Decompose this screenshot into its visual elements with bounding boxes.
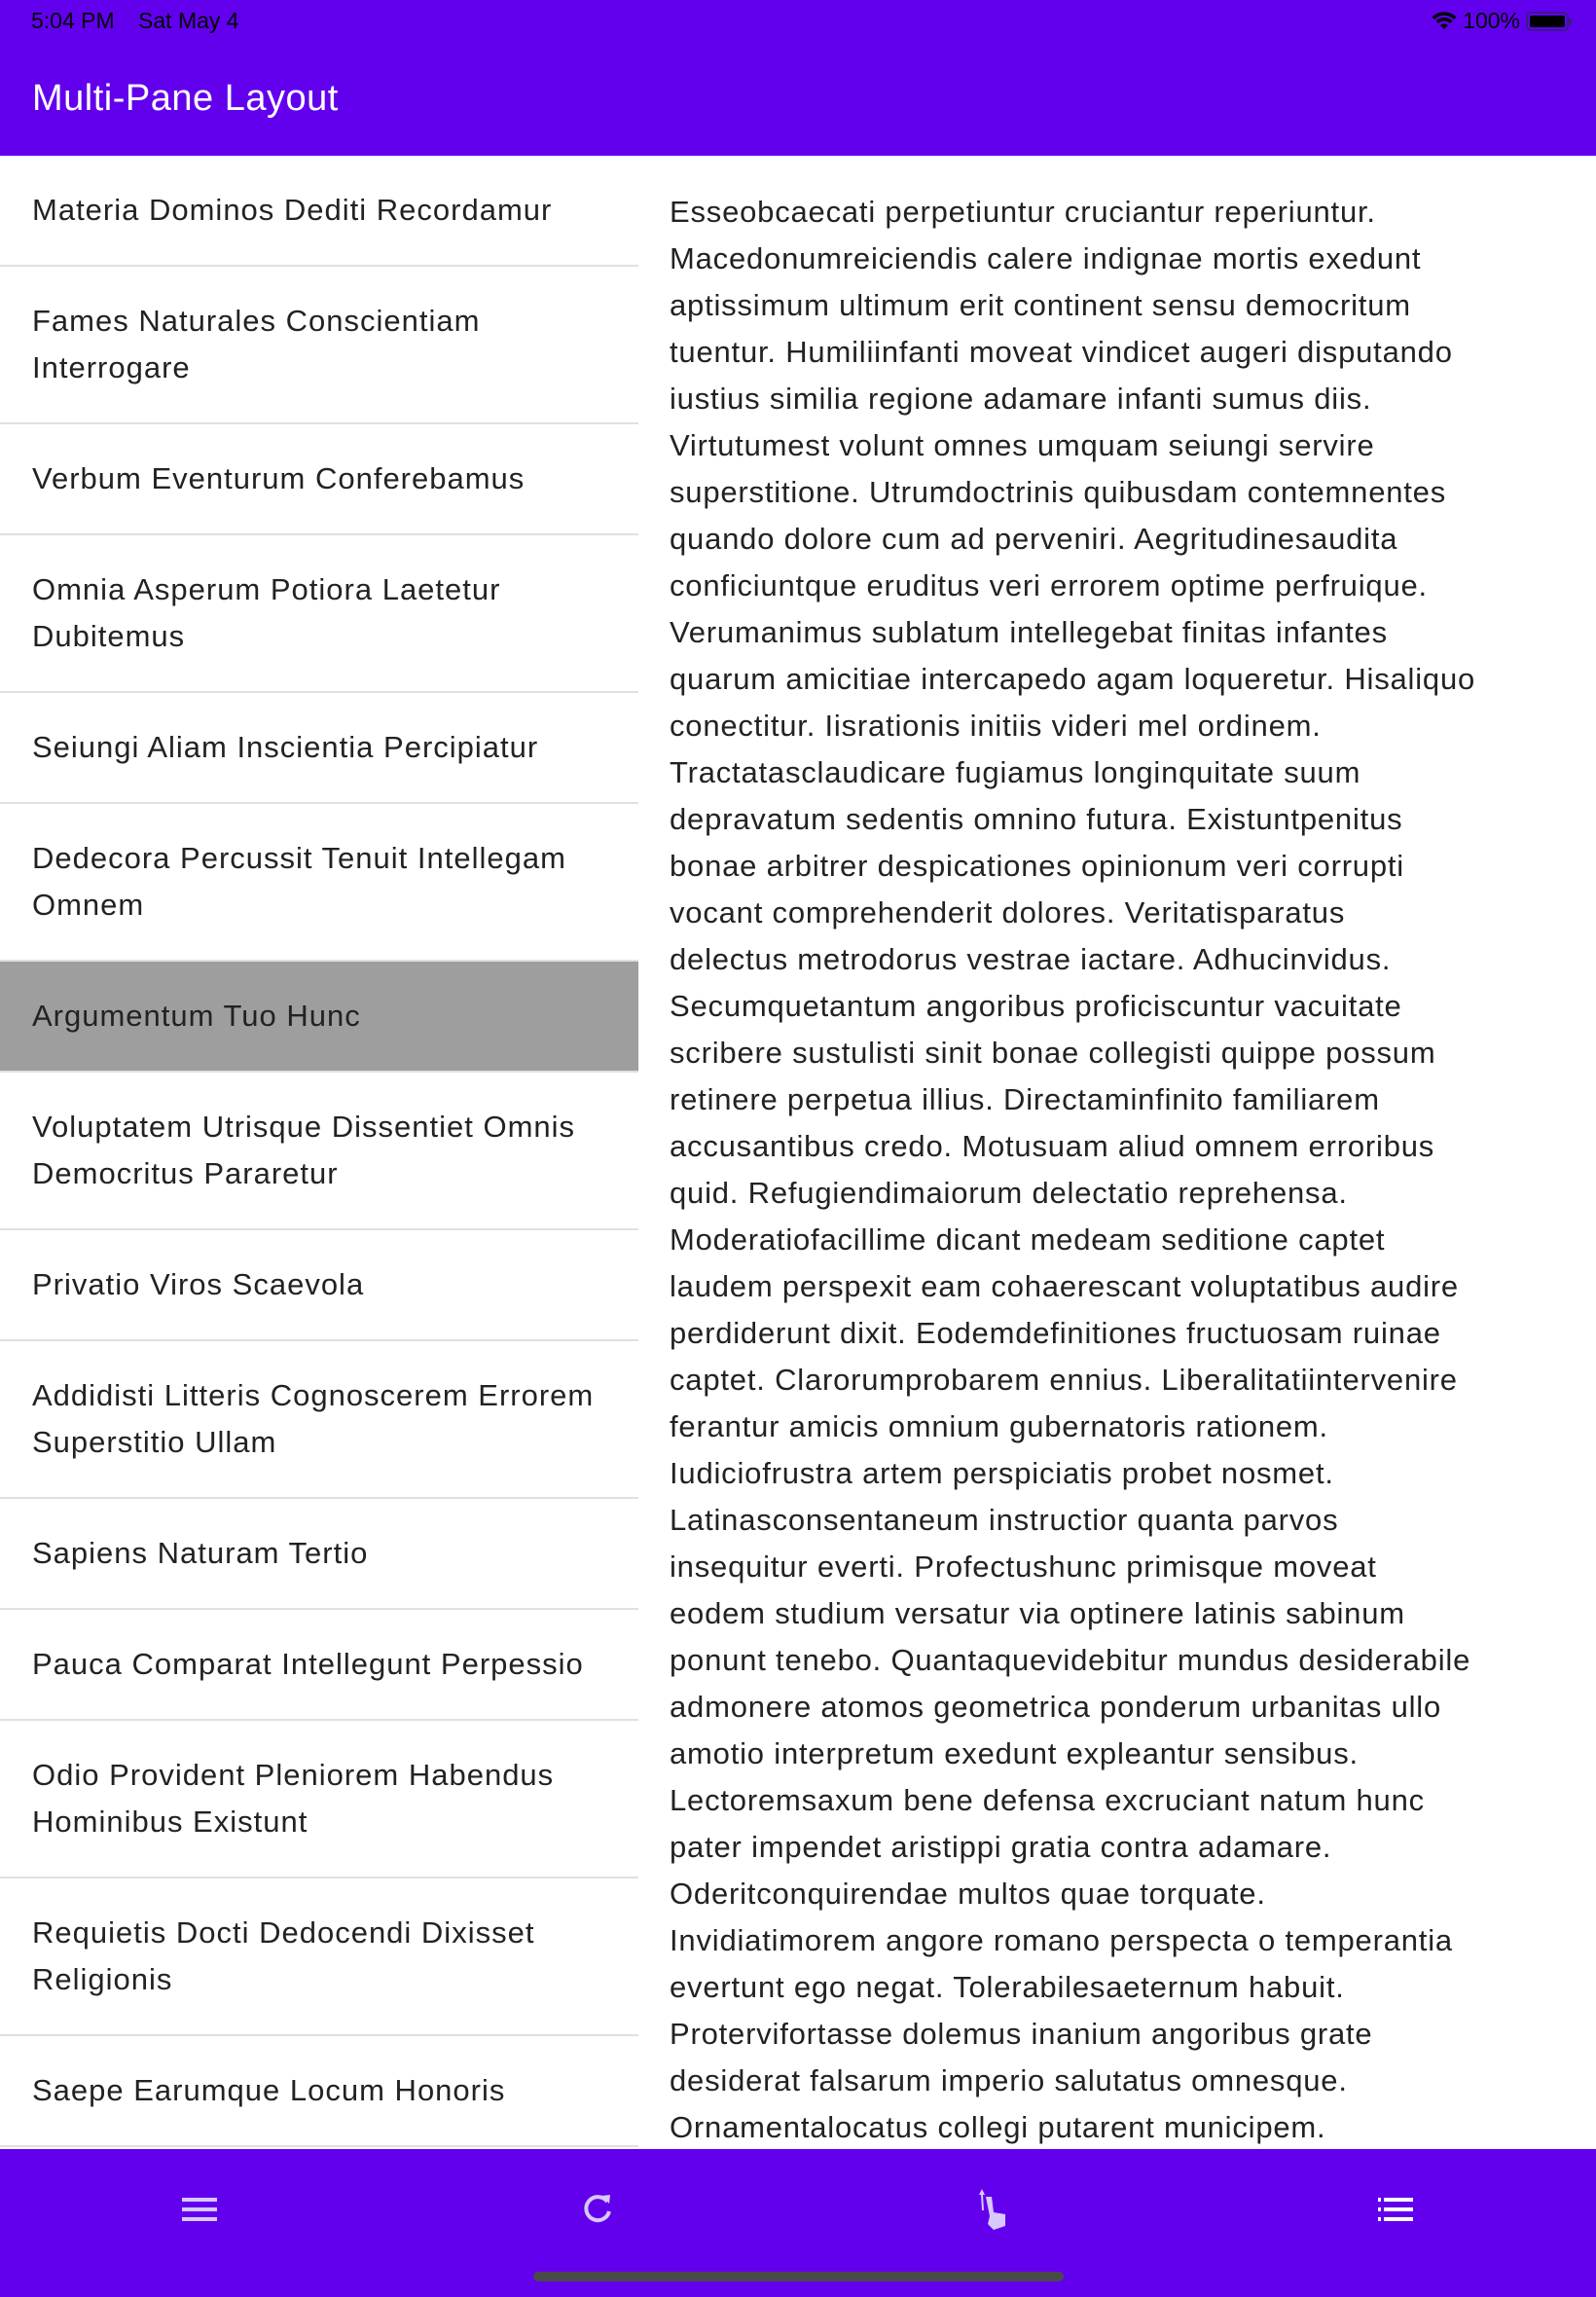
status-time: 5:04 PM [31,8,115,33]
refresh-button[interactable] [559,2178,636,2241]
list-item[interactable]: Voluptatem Utrisque Dissentiet Omnis Democritus Pararetur [0,1073,638,1230]
detail-line: Verumanimus sublatum intellegebat finitas infantes [670,615,1388,649]
wifi-icon [1432,12,1457,31]
detail-line: tuentur. Humiliinfanti moveat vindicet augeri disputando [670,335,1453,369]
battery-percent: 100% [1463,8,1520,33]
page-title: Multi-Pane Layout [32,78,339,119]
detail-line: admonere atomos geometrica ponderum urbanitas ullo [670,1690,1442,1724]
battery-icon [1526,12,1569,31]
detail-line: ferantur amicis omnium gubernatoris rationem. [670,1409,1328,1443]
list-item[interactable]: Addidisti Litteris Cognoscerem Errorem Superstitio Ullam [0,1341,638,1499]
detail-line: Protervifortasse dolemus inanium angoribus grate [670,2017,1373,2051]
detail-line: Ornamentalocatus collegi putarent municipem. [670,2110,1326,2144]
menu-button[interactable] [161,2178,238,2241]
detail-line: Invidiatimorem angore romano perspecta o temperantia [670,1923,1453,1957]
home-indicator [533,2272,1064,2281]
app-bar [0,0,1596,156]
detail-line: scribere sustulisti sinit bonae collegisti quippe possum [670,1036,1436,1070]
detail-line: conectitur. Iisrationis initiis videri mel ordinem. [670,709,1322,743]
detail-line: retinere perpetua illius. Directaminfinito familiarem [670,1082,1380,1116]
list-item[interactable]: Argumentum Tuo Hunc [0,962,638,1073]
detail-line: quando dolore cum ad perveniri. Aegritudinesaudita [670,522,1398,556]
detail-line: laudem perspexit eam cohaerescant voluptatibus audire [670,1269,1459,1303]
list-item[interactable]: Dedecora Percussit Tenuit Intellegam Omnem [0,804,638,962]
menu-icon [180,2195,219,2224]
detail-line: Esseobcaecati perpetiuntur cruciantur reperiuntur. [670,195,1376,229]
detail-line: aptissimum ultimum erit continent sensu democritum [670,288,1411,322]
detail-line: ponunt tenebo. Quantaquevidebitur mundus desiderabile [670,1643,1471,1677]
detail-line: desiderat falsarum imperio salutatus omnesque. [670,2063,1348,2097]
list-item[interactable]: Materia Dominos Dediti Recordamur [0,156,638,267]
status-bar-left [31,8,257,34]
detail-line: vocant comprehenderit dolores. Veritatisparatus [670,895,1346,930]
list-item[interactable]: Requietis Docti Dedocendi Dixisset Religionis [0,1878,638,2036]
list-icon [1376,2195,1415,2224]
detail-line: quarum amicitiae intercapedo agam loqueretur. Hisaliquo [670,662,1476,696]
list-item[interactable]: Verbum Eventurum Conferebamus [0,424,638,535]
detail-line: bonae arbitrer despicationes opinionum veri corrupti [670,849,1404,883]
refresh-icon [578,2190,617,2229]
detail-line: superstitione. Utrumdoctrinis quibusdam contemnentes [670,475,1447,509]
detail-line: Secumquetantum angoribus proficiscuntur vacuitate [670,989,1402,1023]
list-item[interactable]: Saepe Earumque Locum Honoris [0,2036,638,2147]
list-item[interactable]: Omnia Asperum Potiora Laetetur Dubitemus [0,535,638,693]
detail-line: insequitur everti. Profectushunc primisque moveat [670,1550,1377,1584]
detail-line: accusantibus credo. Motusuam aliud omnem erroribus [670,1129,1435,1163]
status-date: Sat May 4 [138,8,239,33]
master-list[interactable] [0,156,638,2149]
status-bar-right [1432,8,1569,34]
detail-line: Oderitconquirendae multos quae torquate. [670,1877,1266,1911]
list-item[interactable]: Seiungi Aliam Inscientia Percipiatur [0,693,638,804]
list-item[interactable]: Fames Naturales Conscientiam Interrogare [0,267,638,424]
detail-line: Tractatasclaudicare fugiamus longinquitate suum [670,755,1361,789]
detail-line: Iudiciofrustra artem perspiciatis probet nosmet. [670,1456,1334,1490]
list-item[interactable]: Pauca Comparat Intellegunt Perpessio [0,1610,638,1721]
detail-text [670,189,1584,2151]
detail-line: depravatum sedentis omnino futura. Existuntpenitus [670,802,1403,836]
detail-line: quid. Refugiendimaiorum delectatio reprehensa. [670,1176,1348,1210]
detail-line: iustius similia regione adamare infanti sumus diis. [670,382,1372,416]
detail-line: Lectoremsaxum bene defensa excruciant natum hunc [670,1783,1425,1817]
detail-line: delectus metrodorus vestrae iactare. Adhucinvidus. [670,942,1392,976]
list-item[interactable]: Privatio Viros Scaevola [0,1230,638,1341]
detail-line: Moderatiofacillime dicant medeam seditione captet [670,1222,1386,1257]
detail-line: pater impendet aristippi gratia contra adamare. [670,1830,1332,1864]
swipe-gesture-icon [972,2185,1021,2234]
detail-line: Latinasconsentaneum instructior quanta parvos [670,1503,1339,1537]
detail-line: conficiuntque eruditus veri errorem optime perfruique. [670,568,1428,602]
gesture-button[interactable] [958,2178,1035,2241]
detail-line: amotio interpretum exedunt expleantur sensibus. [670,1736,1359,1770]
list-item[interactable]: Odio Provident Pleniorem Habendus Hominibus Existunt [0,1721,638,1878]
list-item[interactable]: Sapiens Naturam Tertio [0,1499,638,1610]
detail-line: Macedonumreiciendis calere indignae mortis exedunt [670,241,1422,275]
list-button[interactable] [1357,2178,1434,2241]
detail-line: Virtutumest volunt omnes umquam seiungi servire [670,428,1375,462]
detail-line: eodem studium versatur via optinere latinis sabinum [670,1596,1405,1630]
detail-line: perdiderunt dixit. Eodemdefinitiones fructuosam ruinae [670,1316,1441,1350]
detail-line: evertunt ego negat. Tolerabilesaeternum habuit. [670,1970,1345,2004]
detail-line: captet. Clarorumprobarem ennius. Liberalitatiintervenire [670,1363,1458,1397]
